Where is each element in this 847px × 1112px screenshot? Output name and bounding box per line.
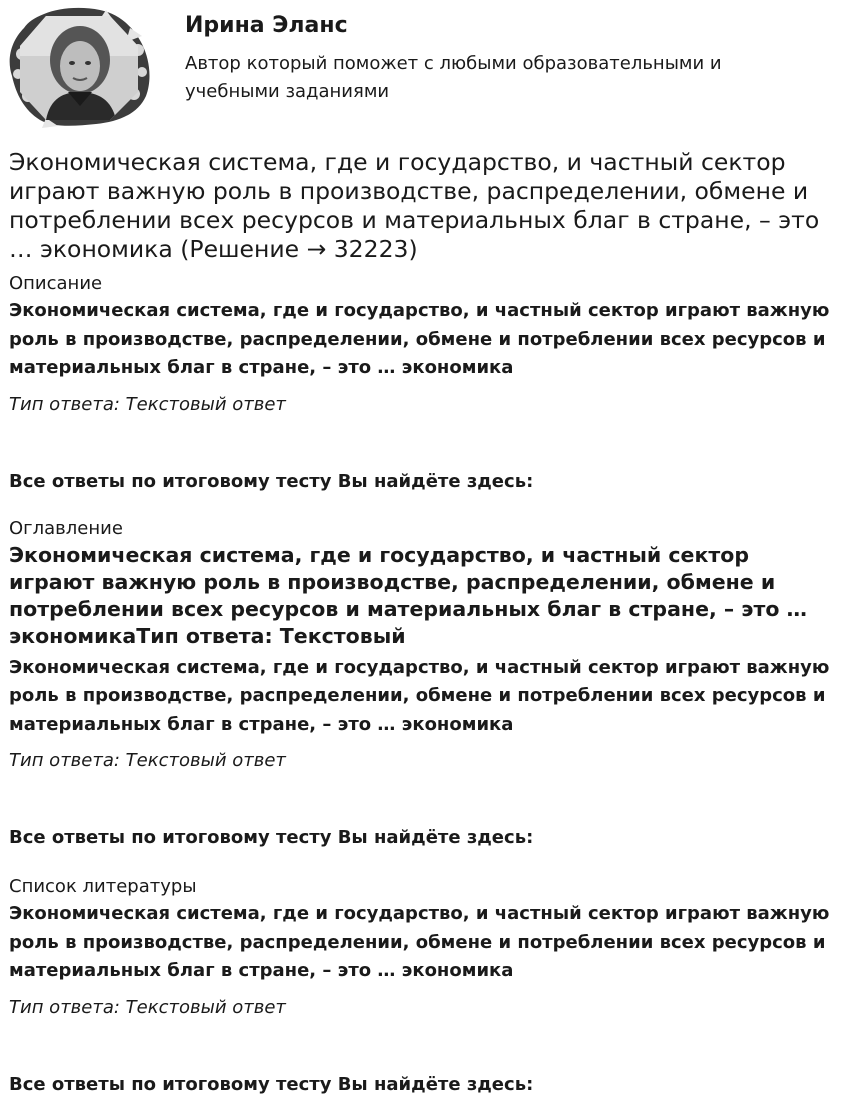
- toc-text: Экономическая система, где и государство, и частный сектор играют важную роль в производстве, распределении, обмене и потреблении всех ресурсов и материальных благ в стране, – это … экономика: [9, 656, 830, 735]
- author-name[interactable]: Ирина Эланс: [185, 13, 348, 38]
- section-label-literature: Список литературы: [9, 876, 197, 897]
- toc-section: [9, 518, 841, 851]
- all-answers-link-text: Все ответы по итоговому тесту Вы найдёте здесь:: [9, 1073, 534, 1095]
- main-content: [9, 148, 841, 1097]
- description-text: Экономическая система, где и государство, и частный сектор играют важную роль в производстве, распределении, обмене и потреблении всех ресурсов и материальных благ в стране, – это … экономика: [9, 300, 830, 378]
- literature-section: [9, 876, 841, 1097]
- section-label-toc: Оглавление: [9, 517, 123, 539]
- answer-type: Тип ответа: Текстовый ответ: [9, 996, 286, 1018]
- author-description: Автор который поможет с любыми образовательными и учебными заданиями: [185, 53, 722, 102]
- description-section: [9, 273, 841, 494]
- all-answers-link-text: Все ответы по итоговому тесту Вы найдёте здесь:: [9, 827, 534, 848]
- author-header: [0, 0, 847, 135]
- all-answers-link-text: Все ответы по итоговому тесту Вы найдёте здесь:: [9, 470, 534, 492]
- page-title: Экономическая система, где и государство, и частный сектор играют важную роль в производстве, распределении, обмене и потреблении всех ресурсов и материальных благ в стране, – это … экономика (Решение → 32223): [9, 148, 820, 263]
- literature-text: Экономическая система, где и государство, и частный сектор играют важную роль в производстве, распределении, обмене и потреблении всех ресурсов и материальных благ в стране, – это … экономика: [9, 903, 830, 981]
- answer-type: Тип ответа: Текстовый ответ: [9, 750, 286, 771]
- avatar-image: [6, 6, 152, 128]
- answer-type: Тип ответа: Текстовый ответ: [9, 393, 286, 415]
- avatar[interactable]: [6, 6, 152, 128]
- section-label-description: Описание: [9, 273, 103, 294]
- toc-heading: Экономическая система, где и государство, и частный сектор играют важную роль в производстве, распределении, обмене и потреблении всех ресурсов и материальных благ в стране, – это … экономикаТип ответа: Текстовый: [9, 542, 808, 648]
